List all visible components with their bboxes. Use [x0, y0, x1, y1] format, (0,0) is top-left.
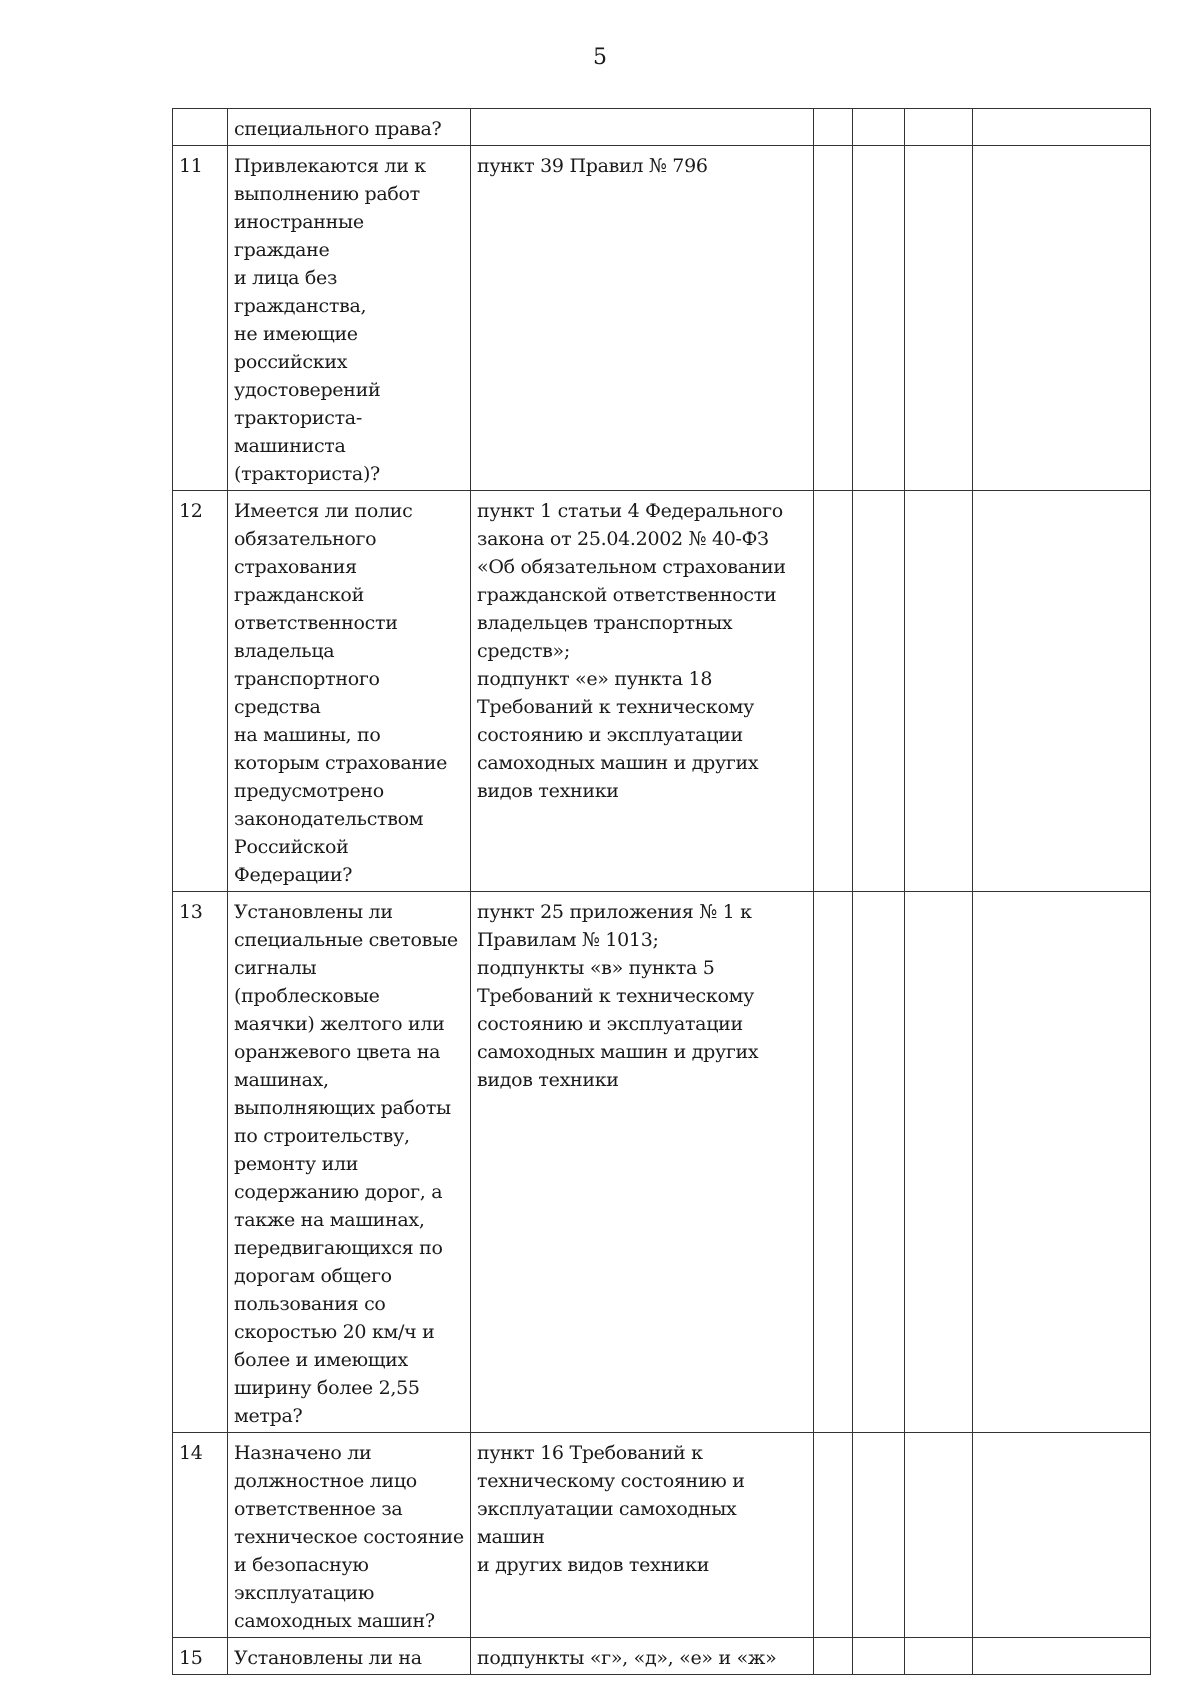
answer-na-cell: [905, 1638, 973, 1675]
answer-na-cell: [905, 109, 973, 146]
table-row: [173, 146, 1151, 491]
answer-no-cell: [853, 491, 905, 892]
row-number: 15: [173, 1638, 228, 1675]
question-cell: Привлекаются ли к выполнению работ иностранные граждане и лица без гражданства, не имеющие российских удостоверений тракториста- машиниста (тракториста)?: [228, 146, 471, 491]
table-row: [173, 892, 1151, 1433]
answer-no-cell: [853, 109, 905, 146]
answer-na-cell: [905, 491, 973, 892]
note-cell: [973, 146, 1151, 491]
row-number: 12: [173, 491, 228, 892]
answer-yes-cell: [814, 1433, 853, 1638]
answer-no-cell: [853, 892, 905, 1433]
reference-cell: [471, 109, 814, 146]
checklist-table: [172, 108, 1151, 1675]
answer-na-cell: [905, 146, 973, 491]
note-cell: [973, 491, 1151, 892]
note-cell: [973, 1433, 1151, 1638]
question-cell: специального права?: [228, 109, 471, 146]
answer-yes-cell: [814, 1638, 853, 1675]
table-row: [173, 1433, 1151, 1638]
question-cell: Установлены ли на: [228, 1638, 471, 1675]
note-cell: [973, 109, 1151, 146]
reference-cell: пункт 39 Правил № 796: [471, 146, 814, 491]
question-cell: Установлены ли специальные световые сигналы (проблесковые маячки) желтого или оранжевого цвета на машинах, выполняющих работы по строительству, ремонту или содержанию дорог, а также на машинах, передвигающихся по дорогам общего пользования со скоростью 20 км/ч и более и имеющих ширину более 2,55 метра?: [228, 892, 471, 1433]
row-number: [173, 109, 228, 146]
answer-na-cell: [905, 1433, 973, 1638]
table-row: [173, 1638, 1151, 1675]
question-cell: Имеется ли полис обязательного страхования гражданской ответственности владельца транспортного средства на машины, по которым страхование предусмотрено законодательством Российской Федерации?: [228, 491, 471, 892]
answer-yes-cell: [814, 491, 853, 892]
table-row: [173, 491, 1151, 892]
answer-yes-cell: [814, 146, 853, 491]
reference-cell: пункт 25 приложения № 1 к Правилам № 1013; подпункты «в» пункта 5 Требований к техническому состоянию и эксплуатации самоходных машин и других видов техники: [471, 892, 814, 1433]
table-row: [173, 109, 1151, 146]
row-number: 14: [173, 1433, 228, 1638]
reference-cell: подпункты «г», «д», «е» и «ж»: [471, 1638, 814, 1675]
note-cell: [973, 892, 1151, 1433]
row-number: 13: [173, 892, 228, 1433]
note-cell: [973, 1638, 1151, 1675]
row-number: 11: [173, 146, 228, 491]
answer-no-cell: [853, 1433, 905, 1638]
page-number: 5: [593, 45, 607, 70]
reference-cell: пункт 16 Требований к техническому состоянию и эксплуатации самоходных машин и других видов техники: [471, 1433, 814, 1638]
question-cell: Назначено ли должностное лицо ответственное за техническое состояние и безопасную эксплуатацию самоходных машин?: [228, 1433, 471, 1638]
answer-yes-cell: [814, 892, 853, 1433]
answer-yes-cell: [814, 109, 853, 146]
answer-no-cell: [853, 1638, 905, 1675]
answer-no-cell: [853, 146, 905, 491]
answer-na-cell: [905, 892, 973, 1433]
reference-cell: пункт 1 статьи 4 Федерального закона от 25.04.2002 № 40-ФЗ «Об обязательном страховании гражданской ответственности владельцев транспортных средств»; подпункт «е» пункта 18 Требований к техническому состоянию и эксплуатации самоходных машин и других видов техники: [471, 491, 814, 892]
